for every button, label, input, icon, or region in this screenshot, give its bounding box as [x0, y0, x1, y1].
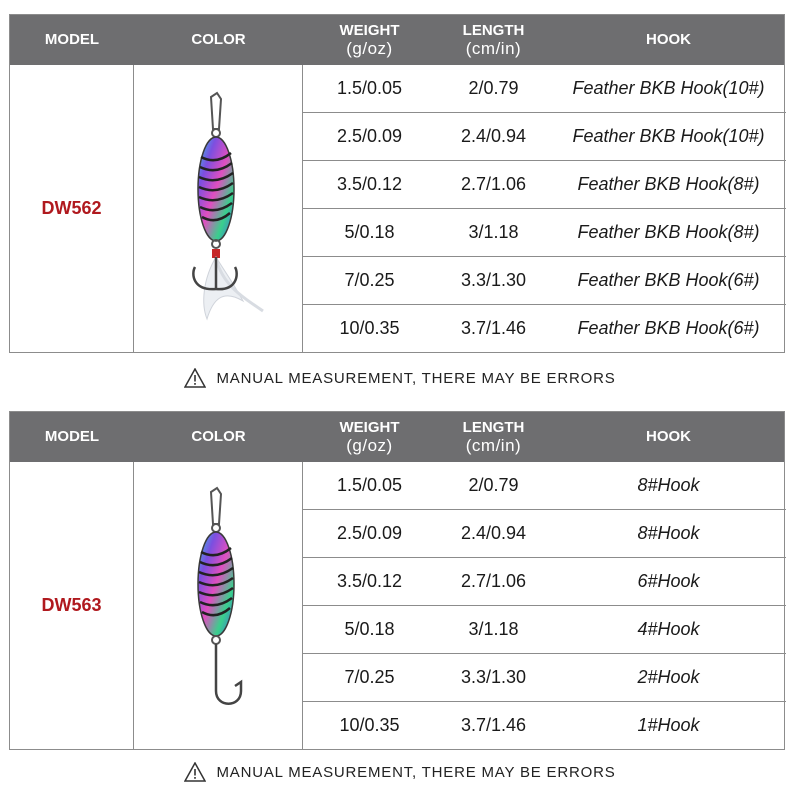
length-cell: 2.4/0.94 — [460, 126, 527, 146]
header-length: LENGTH (cm/in) — [462, 22, 525, 58]
weight-cell: 10/0.35 — [339, 715, 400, 735]
hook-cell: Feather BKB Hook(10#) — [572, 78, 765, 98]
table-row — [303, 209, 786, 257]
size-rows — [303, 462, 786, 749]
weight-cell: 3.5/0.12 — [336, 174, 403, 194]
weight-cell: 3.5/0.12 — [336, 571, 403, 591]
table-row — [303, 654, 786, 702]
length-cell: 3.7/1.46 — [460, 318, 527, 338]
header-weight: WEIGHT (g/oz) — [339, 22, 400, 58]
spec-table-dw562 — [9, 14, 785, 353]
length-cell: 2.7/1.06 — [460, 174, 527, 194]
weight-cell: 7/0.25 — [344, 667, 395, 687]
hook-cell: 2#Hook — [637, 667, 700, 687]
hook-cell: Feather BKB Hook(6#) — [577, 270, 760, 290]
header-length: LENGTH (cm/in) — [462, 419, 525, 455]
table-row — [303, 510, 786, 558]
hook-cell: Feather BKB Hook(8#) — [577, 174, 760, 194]
weight-cell: 5/0.18 — [344, 619, 395, 639]
hook-cell: 8#Hook — [637, 475, 700, 495]
hook-cell: Feather BKB Hook(6#) — [577, 318, 760, 338]
table-row — [303, 462, 786, 510]
table-row — [303, 65, 786, 113]
hook-cell: 4#Hook — [637, 619, 700, 639]
hook-cell: 1#Hook — [637, 715, 700, 735]
header-weight: WEIGHT (g/oz) — [339, 419, 400, 455]
spoon-lure-single-hook-image — [163, 486, 273, 726]
model-name: DW563 — [10, 462, 134, 749]
hook-cell: Feather BKB Hook(8#) — [577, 222, 760, 242]
length-cell: 3.3/1.30 — [460, 270, 527, 290]
weight-cell: 2.5/0.09 — [336, 126, 403, 146]
header-color: COLOR — [191, 428, 246, 445]
table-row — [303, 305, 786, 352]
warning-triangle-icon — [184, 762, 206, 782]
header-hook: HOOK — [646, 31, 691, 48]
header-color: COLOR — [191, 31, 246, 48]
table-row — [303, 257, 786, 305]
table-header — [10, 412, 784, 462]
length-cell: 2.7/1.06 — [460, 571, 527, 591]
weight-cell: 1.5/0.05 — [336, 78, 403, 98]
spoon-lure-feather-treble-hook-image — [163, 89, 273, 329]
table-row — [303, 702, 786, 749]
note-text: MANUAL MEASUREMENT, THERE MAY BE ERRORS — [216, 763, 616, 781]
hook-cell: 6#Hook — [637, 571, 700, 591]
weight-cell: 7/0.25 — [344, 270, 395, 290]
lure-image-cell — [134, 65, 303, 352]
length-cell: 3.3/1.30 — [460, 667, 527, 687]
lure-image-cell — [134, 462, 303, 749]
length-cell: 2.4/0.94 — [460, 523, 527, 543]
table-header — [10, 15, 784, 65]
length-cell: 3.7/1.46 — [460, 715, 527, 735]
measurement-note — [0, 368, 800, 388]
weight-cell: 2.5/0.09 — [336, 523, 403, 543]
hook-cell: 8#Hook — [637, 523, 700, 543]
length-cell: 3/1.18 — [468, 222, 519, 242]
spec-table-dw563 — [9, 411, 785, 750]
weight-cell: 1.5/0.05 — [336, 475, 403, 495]
hook-cell: Feather BKB Hook(10#) — [572, 126, 765, 146]
header-model: MODEL — [44, 428, 100, 445]
model-name: DW562 — [10, 65, 134, 352]
table-row — [303, 558, 786, 606]
note-text: MANUAL MEASUREMENT, THERE MAY BE ERRORS — [216, 369, 616, 387]
table-row — [303, 161, 786, 209]
table-row — [303, 606, 786, 654]
table-row — [303, 113, 786, 161]
weight-cell: 5/0.18 — [344, 222, 395, 242]
header-model: MODEL — [44, 31, 100, 48]
header-hook: HOOK — [646, 428, 691, 445]
length-cell: 2/0.79 — [468, 475, 519, 495]
measurement-note — [0, 762, 800, 782]
length-cell: 2/0.79 — [468, 78, 519, 98]
size-rows — [303, 65, 786, 352]
warning-triangle-icon — [184, 368, 206, 388]
length-cell: 3/1.18 — [468, 619, 519, 639]
weight-cell: 10/0.35 — [339, 318, 400, 338]
